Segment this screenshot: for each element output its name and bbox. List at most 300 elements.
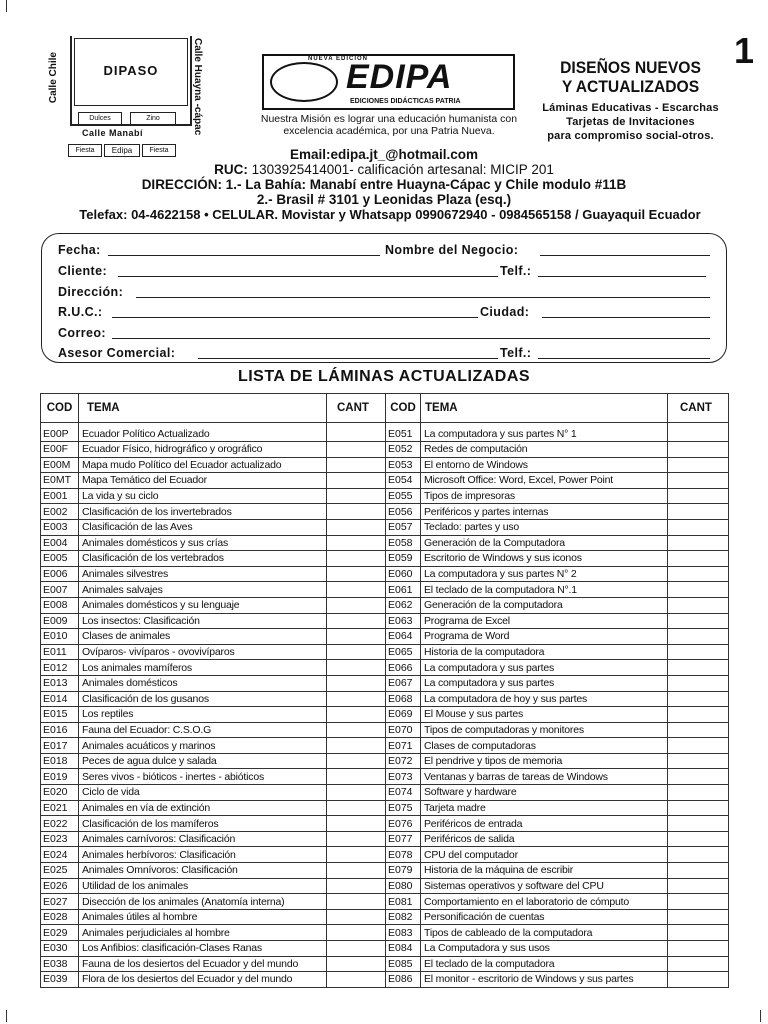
cell-cod-right: E059 <box>386 551 421 567</box>
cell-tema-left: Clasificación de las Aves <box>79 519 327 535</box>
cell-cod-right: E058 <box>386 535 421 551</box>
cell-cant-left[interactable] <box>327 473 386 489</box>
cell-cant-right[interactable] <box>668 972 729 988</box>
corner-mark-bottom-right <box>760 1010 766 1022</box>
cell-cod-right: E073 <box>386 769 421 785</box>
map-store-box <box>74 38 188 106</box>
cell-cant-left[interactable] <box>327 551 386 567</box>
logo-ring-text: NUEVA EDICIÓN <box>308 56 369 62</box>
cell-cant-right[interactable] <box>668 738 729 754</box>
cell-cant-right[interactable] <box>668 629 729 645</box>
cell-cant-left[interactable] <box>327 442 386 458</box>
cell-tema-left: Los Anfibios: clasificación-Clases Ranas <box>79 941 327 957</box>
cell-cod-left: E00M <box>41 457 79 473</box>
cell-cod-left: E007 <box>41 582 79 598</box>
cell-cod-left: E026 <box>41 878 79 894</box>
table-row <box>41 551 729 567</box>
cell-cod-right: E057 <box>386 519 421 535</box>
cell-cod-right: E086 <box>386 972 421 988</box>
cell-tema-right: Generación de la Computadora <box>421 535 668 551</box>
field-ciudad[interactable] <box>542 317 710 318</box>
table-row <box>41 753 729 769</box>
table-row <box>41 909 729 925</box>
contact-ruc <box>0 162 768 177</box>
field-fecha[interactable] <box>108 255 380 256</box>
cell-cant-right[interactable] <box>668 878 729 894</box>
header-tema-left: TEMA <box>79 394 327 423</box>
label-fecha: Fecha: <box>58 243 101 257</box>
table-row <box>41 457 729 473</box>
edipa-logo <box>262 54 515 110</box>
cell-tema-left: Flora de los desiertos del Ecuador y del mundo <box>79 972 327 988</box>
cell-cod-right: E078 <box>386 847 421 863</box>
cell-cod-right: E079 <box>386 863 421 879</box>
table-header-row <box>41 394 729 423</box>
cell-tema-right: Comportamiento en el laboratorio de cómputo <box>421 894 668 910</box>
contact-info <box>0 147 768 222</box>
map-box-fiesta-left: Fiesta <box>68 144 102 157</box>
cell-cant-left[interactable] <box>327 675 386 691</box>
cell-tema-right: El monitor - escritorio de Windows y sus partes <box>421 972 668 988</box>
cell-cod-left: E003 <box>41 519 79 535</box>
cell-tema-right: Periféricos y partes internas <box>421 504 668 520</box>
cell-cod-right: E066 <box>386 660 421 676</box>
cell-tema-right: Clases de computadoras <box>421 738 668 754</box>
table-row <box>41 423 729 442</box>
cell-tema-left: Fauna de los desiertos del Ecuador y del mundo <box>79 956 327 972</box>
cell-tema-right: CPU del computador <box>421 847 668 863</box>
cell-cod-left: E013 <box>41 675 79 691</box>
cell-tema-right: Microsoft Office: Word, Excel, Power Point <box>421 473 668 489</box>
contact-address-1: DIRECCIÓN: 1.- La Bahía: Manabí entre Huayna-Cápac y Chile modulo #11B <box>141 177 627 192</box>
cell-tema-left: Disección de los animales (Anatomía interna) <box>79 894 327 910</box>
field-asesor[interactable] <box>198 358 498 359</box>
logo-ring <box>270 62 338 102</box>
cell-cod-right: E071 <box>386 738 421 754</box>
cell-cant-left[interactable] <box>327 972 386 988</box>
cell-cod-left: E017 <box>41 738 79 754</box>
cell-cod-left: E011 <box>41 644 79 660</box>
cell-cant-right[interactable] <box>668 551 729 567</box>
cell-tema-right: La computadora y sus partes <box>421 675 668 691</box>
contact-email[interactable]: Email:edipa.jt_@hotmail.com <box>290 147 478 162</box>
label-telf-2: Telf.: <box>500 346 532 360</box>
cell-cant-right[interactable] <box>668 831 729 847</box>
label-ciudad: Ciudad: <box>480 305 530 319</box>
cell-tema-right: Escritorio de Windows y sus iconos <box>421 551 668 567</box>
cell-tema-left: Animales domésticos y sus crías <box>79 535 327 551</box>
cell-tema-left: Seres vivos - bióticos - inertes - abióticos <box>79 769 327 785</box>
cell-cant-right[interactable] <box>668 847 729 863</box>
cell-cant-left[interactable] <box>327 800 386 816</box>
table-row <box>41 707 729 723</box>
cell-cod-left: E029 <box>41 925 79 941</box>
heading-sub-3: para compromiso social-otros. <box>547 130 714 142</box>
cell-tema-left: Los animales mamíferos <box>79 660 327 676</box>
location-map <box>40 36 210 160</box>
table-row <box>41 894 729 910</box>
cell-cod-right: E062 <box>386 597 421 613</box>
table-row <box>41 800 729 816</box>
cell-cant-right[interactable] <box>668 473 729 489</box>
cell-tema-right: El entorno de Windows <box>421 457 668 473</box>
mission-statement: Nuestra Misión es lograr una educación humanista con excelencia académica, por una Patria Nueva. <box>260 113 518 137</box>
laminas-table <box>40 393 729 988</box>
cell-cant-right[interactable] <box>668 691 729 707</box>
ruc-value: 1303925414001- calificación artesanal: MICIP 201 <box>247 162 554 177</box>
table-row <box>41 519 729 535</box>
cell-cant-right[interactable] <box>668 816 729 832</box>
table-row <box>41 956 729 972</box>
cell-cod-right: E076 <box>386 816 421 832</box>
cell-cant-left[interactable] <box>327 863 386 879</box>
cell-cod-left: E023 <box>41 831 79 847</box>
cell-tema-right: El pendrive y tipos de memoria <box>421 753 668 769</box>
cell-cod-left: E00P <box>41 423 79 442</box>
cell-tema-left: Animales útiles al hombre <box>79 909 327 925</box>
cell-cod-right: E083 <box>386 925 421 941</box>
cell-cant-right[interactable] <box>668 613 729 629</box>
cell-tema-left: Clasificación de los invertebrados <box>79 504 327 520</box>
cell-cod-left: E004 <box>41 535 79 551</box>
cell-cod-right: E056 <box>386 504 421 520</box>
table-row <box>41 863 729 879</box>
cell-cant-left[interactable] <box>327 457 386 473</box>
cell-cant-right[interactable] <box>668 660 729 676</box>
map-box-edipa: Edipa <box>104 144 140 157</box>
list-title: LISTA DE LÁMINAS ACTUALIZADAS <box>237 368 531 385</box>
cell-tema-left: Clasificación de los gusanos <box>79 691 327 707</box>
corner-mark-bottom-left <box>6 1010 12 1022</box>
cell-cant-left[interactable] <box>327 956 386 972</box>
table-row <box>41 629 729 645</box>
cell-tema-right: Ventanas y barras de tareas de Windows <box>421 769 668 785</box>
promo-heading <box>528 58 733 143</box>
contact-address-2: 2.- Brasil # 3101 y Leonidas Plaza (esq.) <box>256 192 512 207</box>
cell-cod-right: E053 <box>386 457 421 473</box>
cell-cant-left[interactable] <box>327 722 386 738</box>
cell-cant-left[interactable] <box>327 660 386 676</box>
cell-tema-right: Periféricos de entrada <box>421 816 668 832</box>
table-row <box>41 566 729 582</box>
cell-cant-right[interactable] <box>668 753 729 769</box>
cell-cant-right[interactable] <box>668 925 729 941</box>
cell-cod-right: E075 <box>386 800 421 816</box>
street-chile: Calle Chile <box>48 52 59 104</box>
header-cant-right: CANT <box>668 394 729 423</box>
cell-tema-left: Animales Omnívoros: Clasificación <box>79 863 327 879</box>
cell-cod-right: E065 <box>386 644 421 660</box>
map-box-dulces: Dulces <box>78 112 122 125</box>
cell-cod-left: E012 <box>41 660 79 676</box>
cell-tema-left: Animales herbívoros: Clasificación <box>79 847 327 863</box>
field-negocio[interactable] <box>540 255 710 256</box>
label-direccion: Dirección: <box>58 285 124 299</box>
cell-tema-right: Programa de Excel <box>421 613 668 629</box>
cell-cant-right[interactable] <box>668 442 729 458</box>
cell-cant-right[interactable] <box>668 535 729 551</box>
cell-cant-left[interactable] <box>327 878 386 894</box>
field-ruc[interactable] <box>112 317 478 318</box>
cell-cant-left[interactable] <box>327 613 386 629</box>
cell-cant-right[interactable] <box>668 722 729 738</box>
cell-cant-left[interactable] <box>327 816 386 832</box>
table-row <box>41 535 729 551</box>
cell-cod-left: E025 <box>41 863 79 879</box>
cell-cant-right[interactable] <box>668 566 729 582</box>
cell-tema-left: Animales silvestres <box>79 566 327 582</box>
cell-cod-left: E027 <box>41 894 79 910</box>
map-road-left <box>70 36 72 124</box>
cell-cod-left: E002 <box>41 504 79 520</box>
map-box-fiesta-right: Fiesta <box>142 144 176 157</box>
cell-cod-right: E084 <box>386 941 421 957</box>
table-row <box>41 722 729 738</box>
cell-cant-right[interactable] <box>668 423 729 442</box>
cell-tema-left: Mapa Temático del Ecuador <box>79 473 327 489</box>
field-telf[interactable] <box>538 276 706 277</box>
cell-cod-right: E070 <box>386 722 421 738</box>
table-row <box>41 613 729 629</box>
cell-tema-left: Animales domésticos y su lenguaje <box>79 597 327 613</box>
cell-tema-left: Ciclo de vida <box>79 785 327 801</box>
map-store-name: DIPASO <box>103 63 159 78</box>
cell-cod-left: E020 <box>41 785 79 801</box>
cell-cant-left[interactable] <box>327 582 386 598</box>
cell-tema-right: Generación de la computadora <box>421 597 668 613</box>
cell-cant-left[interactable] <box>327 894 386 910</box>
cell-cod-left: E039 <box>41 972 79 988</box>
cell-cod-right: E061 <box>386 582 421 598</box>
cell-cod-right: E054 <box>386 473 421 489</box>
cell-tema-left: Animales salvajes <box>79 582 327 598</box>
cell-cod-left: E016 <box>41 722 79 738</box>
cell-cod-left: E028 <box>41 909 79 925</box>
cell-tema-left: Clases de animales <box>79 629 327 645</box>
cell-cant-left[interactable] <box>327 707 386 723</box>
table-row <box>41 972 729 988</box>
table-row <box>41 473 729 489</box>
cell-tema-right: La computadora y sus partes N° 1 <box>421 423 668 442</box>
cell-tema-left: Animales acuáticos y marinos <box>79 738 327 754</box>
cell-tema-left: Clasificación de los vertebrados <box>79 551 327 567</box>
cell-cod-left: E009 <box>41 613 79 629</box>
cell-cod-left: E00F <box>41 442 79 458</box>
cell-cant-right[interactable] <box>668 504 729 520</box>
table-row <box>41 878 729 894</box>
table-row <box>41 504 729 520</box>
cell-tema-left: Ecuador Político Actualizado <box>79 423 327 442</box>
cell-cant-left[interactable] <box>327 504 386 520</box>
header-cant-left: CANT <box>327 394 386 423</box>
heading-sub-2: Tarjetas de Invitaciones <box>566 116 695 128</box>
cell-cod-left: E038 <box>41 956 79 972</box>
cell-tema-right: El teclado de la computadora <box>421 956 668 972</box>
cell-cant-right[interactable] <box>668 519 729 535</box>
label-correo: Correo: <box>58 326 106 340</box>
cell-cod-left: E014 <box>41 691 79 707</box>
table-row <box>41 785 729 801</box>
cell-cod-left: E001 <box>41 488 79 504</box>
cell-tema-left: Animales perjudiciales al hombre <box>79 925 327 941</box>
cell-cant-left[interactable] <box>327 909 386 925</box>
table-row <box>41 488 729 504</box>
cell-cod-left: E008 <box>41 597 79 613</box>
cell-cant-right[interactable] <box>668 909 729 925</box>
table-row <box>41 597 729 613</box>
cell-cod-left: E015 <box>41 707 79 723</box>
field-telf-2[interactable] <box>538 358 710 359</box>
cell-tema-left: Ecuador Físico, hidrográfico y orográfico <box>79 442 327 458</box>
cell-cod-left: E024 <box>41 847 79 863</box>
cell-cod-left: E0MT <box>41 473 79 489</box>
cell-cant-left[interactable] <box>327 519 386 535</box>
cell-cant-right[interactable] <box>668 863 729 879</box>
cell-cant-right[interactable] <box>668 488 729 504</box>
cell-cod-right: E077 <box>386 831 421 847</box>
table-row <box>41 941 729 957</box>
page-number: 1 <box>734 30 755 71</box>
cell-tema-right: La computadora y sus partes N° 2 <box>421 566 668 582</box>
table-row <box>41 847 729 863</box>
cell-cant-left[interactable] <box>327 488 386 504</box>
cell-cant-left[interactable] <box>327 769 386 785</box>
cell-cod-right: E063 <box>386 613 421 629</box>
cell-tema-right: Redes de computación <box>421 442 668 458</box>
cell-tema-left: Animales domésticos <box>79 675 327 691</box>
cell-tema-left: Ovíparos- vivíparos - ovovivíparos <box>79 644 327 660</box>
cell-cant-left[interactable] <box>327 738 386 754</box>
table-row <box>41 675 729 691</box>
table-row <box>41 816 729 832</box>
cell-cod-right: E074 <box>386 785 421 801</box>
header-tema-right: TEMA <box>421 394 668 423</box>
table-row <box>41 738 729 754</box>
cell-tema-left: Fauna del Ecuador: C.S.O.G <box>79 722 327 738</box>
cell-cant-left[interactable] <box>327 691 386 707</box>
cell-cant-right[interactable] <box>668 785 729 801</box>
table-row <box>41 831 729 847</box>
cell-cant-right[interactable] <box>668 597 729 613</box>
cell-cant-right[interactable] <box>668 894 729 910</box>
cell-tema-right: Sistemas operativos y software del CPU <box>421 878 668 894</box>
cell-cant-left[interactable] <box>327 941 386 957</box>
cell-tema-right: Programa de Word <box>421 629 668 645</box>
cell-tema-right: Tipos de cableado de la computadora <box>421 925 668 941</box>
label-cliente: Cliente: <box>58 264 108 278</box>
cell-cod-right: E081 <box>386 894 421 910</box>
cell-cod-right: E069 <box>386 707 421 723</box>
cell-tema-right: El teclado de la computadora N°.1 <box>421 582 668 598</box>
field-direccion[interactable] <box>136 297 710 298</box>
cell-cant-right[interactable] <box>668 582 729 598</box>
cell-cod-right: E060 <box>386 566 421 582</box>
header-cod-right: COD <box>386 394 421 423</box>
cell-cant-left[interactable] <box>327 566 386 582</box>
cell-tema-left: Animales carnívoros: Clasificación <box>79 831 327 847</box>
cell-cod-left: E030 <box>41 941 79 957</box>
cell-cant-left[interactable] <box>327 753 386 769</box>
cell-cant-right[interactable] <box>668 707 729 723</box>
cell-cod-right: E072 <box>386 753 421 769</box>
cell-tema-right: La Computadora y sus usos <box>421 941 668 957</box>
cell-cant-right[interactable] <box>668 457 729 473</box>
cell-cant-left[interactable] <box>327 925 386 941</box>
logo-brand: EDIPA <box>346 58 453 96</box>
table-row <box>41 660 729 676</box>
cell-tema-right: Tipos de impresoras <box>421 488 668 504</box>
cell-tema-left: La vida y su ciclo <box>79 488 327 504</box>
cell-cant-right[interactable] <box>668 941 729 957</box>
cell-tema-left: Peces de agua dulce y salada <box>79 753 327 769</box>
cell-tema-right: Historia de la máquina de escribir <box>421 863 668 879</box>
cell-cod-right: E055 <box>386 488 421 504</box>
cell-cod-left: E019 <box>41 769 79 785</box>
field-correo[interactable] <box>112 338 710 339</box>
table-row <box>41 769 729 785</box>
cell-cod-left: E005 <box>41 551 79 567</box>
cell-tema-right: Periféricos de salida <box>421 831 668 847</box>
corner-mark-top-left <box>6 0 12 12</box>
cell-cod-right: E064 <box>386 629 421 645</box>
street-huayna-capac: Calle Huayna -cápac <box>192 38 203 136</box>
table-row <box>41 442 729 458</box>
cell-cod-right: E082 <box>386 909 421 925</box>
cell-tema-right: La computadora de hoy y sus partes <box>421 691 668 707</box>
cell-cant-right[interactable] <box>668 956 729 972</box>
header-cod-left: COD <box>41 394 79 423</box>
cell-tema-right: Personificación de cuentas <box>421 909 668 925</box>
cell-cant-right[interactable] <box>668 769 729 785</box>
cell-cod-right: E051 <box>386 423 421 442</box>
cell-cant-left[interactable] <box>327 847 386 863</box>
table-row <box>41 582 729 598</box>
cell-cant-left[interactable] <box>327 629 386 645</box>
cell-cant-right[interactable] <box>668 644 729 660</box>
heading-line-1: DISEÑOS NUEVOS <box>560 58 701 77</box>
heading-line-2: Y ACTUALIZADOS <box>561 77 700 96</box>
cell-cod-right: E067 <box>386 675 421 691</box>
cell-tema-right: Tarjeta madre <box>421 800 668 816</box>
cell-cant-right[interactable] <box>668 800 729 816</box>
table-row <box>41 691 729 707</box>
cell-tema-left: Clasificación de los mamíferos <box>79 816 327 832</box>
table-row <box>41 925 729 941</box>
cell-cod-right: E052 <box>386 442 421 458</box>
cell-tema-left: Utilidad de los animales <box>79 878 327 894</box>
customer-form <box>41 233 727 363</box>
cell-cod-left: E010 <box>41 629 79 645</box>
field-cliente[interactable] <box>118 276 498 277</box>
ruc-label: RUC: <box>214 162 248 177</box>
cell-cod-left: E021 <box>41 800 79 816</box>
cell-cant-left[interactable] <box>327 831 386 847</box>
heading-sub-1: Láminas Educativas - Escarchas <box>542 102 719 114</box>
cell-cant-left[interactable] <box>327 535 386 551</box>
cell-cant-left[interactable] <box>327 644 386 660</box>
cell-cant-left[interactable] <box>327 597 386 613</box>
cell-cod-right: E080 <box>386 878 421 894</box>
cell-tema-right: La computadora y sus partes <box>421 660 668 676</box>
label-ruc: R.U.C.: <box>58 305 103 319</box>
cell-cant-right[interactable] <box>668 675 729 691</box>
cell-cant-left[interactable] <box>327 423 386 442</box>
cell-tema-right: Software y hardware <box>421 785 668 801</box>
cell-tema-right: Teclado: partes y uso <box>421 519 668 535</box>
label-asesor: Asesor Comercial: <box>58 346 176 360</box>
cell-tema-right: Tipos de computadoras y monitores <box>421 722 668 738</box>
cell-cant-left[interactable] <box>327 785 386 801</box>
